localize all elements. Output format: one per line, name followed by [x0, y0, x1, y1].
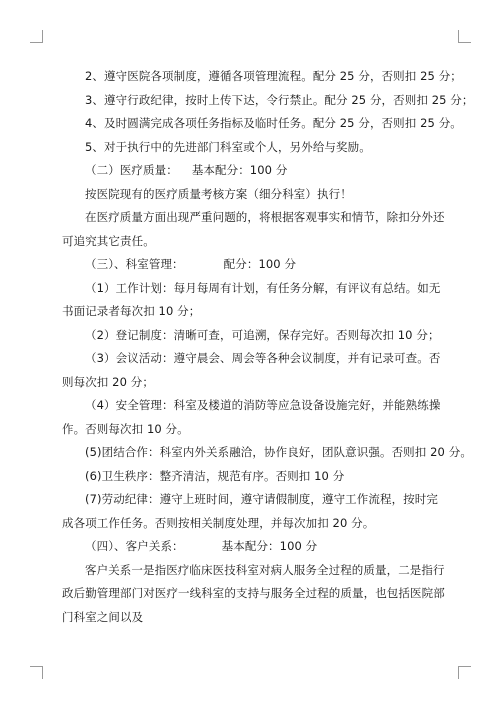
- document-body: [62, 65, 474, 629]
- paragraph-quality-plan: 按医院现有的医疗质量考核方案（细分科室）执行！: [85, 186, 352, 201]
- crop-mark-top-left: [30, 30, 43, 43]
- paragraph-rule-2: 2、遵守医院各项制度，遵循各项管理流程。配分 25 分，否则扣 25 分；: [85, 69, 462, 83]
- paragraph-rule-4: 4、及时圆满完成各项任务指标及临时任务。配分 25 分，否则扣 25 分。: [85, 116, 462, 130]
- paragraph-teamwork: (5)团结合作：科室内外关系融洽，协作良好，团队意识强。否则扣 20 分。: [85, 445, 472, 459]
- paragraph-customer-relations: 客户关系一是指医疗临床医技科室对病人服务全过程的质量，二是指行政后勤管理部门对医疗一线科室的支持与服务全过程的质量，也包括医院部门科室之间以及: [62, 562, 445, 624]
- paragraph-discipline: (7)劳动纪律：遵守上班时间，遵守请假制度，遵守工作流程，按时完成各项工作任务。否则按相关制度处理，并每次加扣 20 分。: [62, 492, 438, 530]
- crop-mark-top-right: [458, 30, 471, 43]
- paragraph-rule-3: 3、遵守行政纪律，按时上传下达，令行禁止。配分 25 分，否则扣 25 分；: [85, 92, 474, 107]
- paragraph-hygiene: (6)卫生秩序：整齐清洁，规范有序。否则扣 10 分: [85, 468, 345, 483]
- section-title: （二）医疗质量：: [85, 163, 178, 177]
- paragraph-quality-responsibility: 在医疗质量方面出现严重问题的，将根据客观事实和情节，除扣分外还可追究其它责任。: [62, 210, 445, 248]
- paragraph-registration: （2）登记制度：清晰可查，可追溯，保存完好。否则每次扣 10 分；: [85, 327, 440, 342]
- crop-mark-bottom-left: [30, 666, 43, 679]
- paragraph-work-plan: （1）工作计划：每月每周有计划，有任务分解，有评议有总结。如无书面记录者每次扣 10 分；: [62, 280, 441, 318]
- section-title: （三）、科室管理：: [85, 257, 184, 271]
- paragraph-rule-5: 5、对于执行中的先进部门科室或个人，另外给与奖励。: [85, 139, 371, 154]
- paragraph-meetings: （3）会议活动：遵守晨会、周会等各种会议制度，并有记录可查。否则每次扣 20 分；: [62, 351, 441, 389]
- section-score: 基本配分：100 分: [221, 539, 318, 553]
- section-heading-department-management: [62, 253, 446, 277]
- crop-mark-bottom-right: [458, 666, 471, 679]
- section-score: 基本配分：100 分: [191, 163, 288, 177]
- section-title: （四）、客户关系：: [85, 539, 184, 553]
- section-score: 配分：100 分: [223, 257, 297, 271]
- paragraph-safety: （4）安全管理：科室及楼道的消防等应急设备设施完好，并能熟练操作。否则每次扣 10 分。: [62, 398, 441, 436]
- section-heading-medical-quality: [62, 159, 446, 183]
- section-heading-customer-relations: [62, 535, 446, 559]
